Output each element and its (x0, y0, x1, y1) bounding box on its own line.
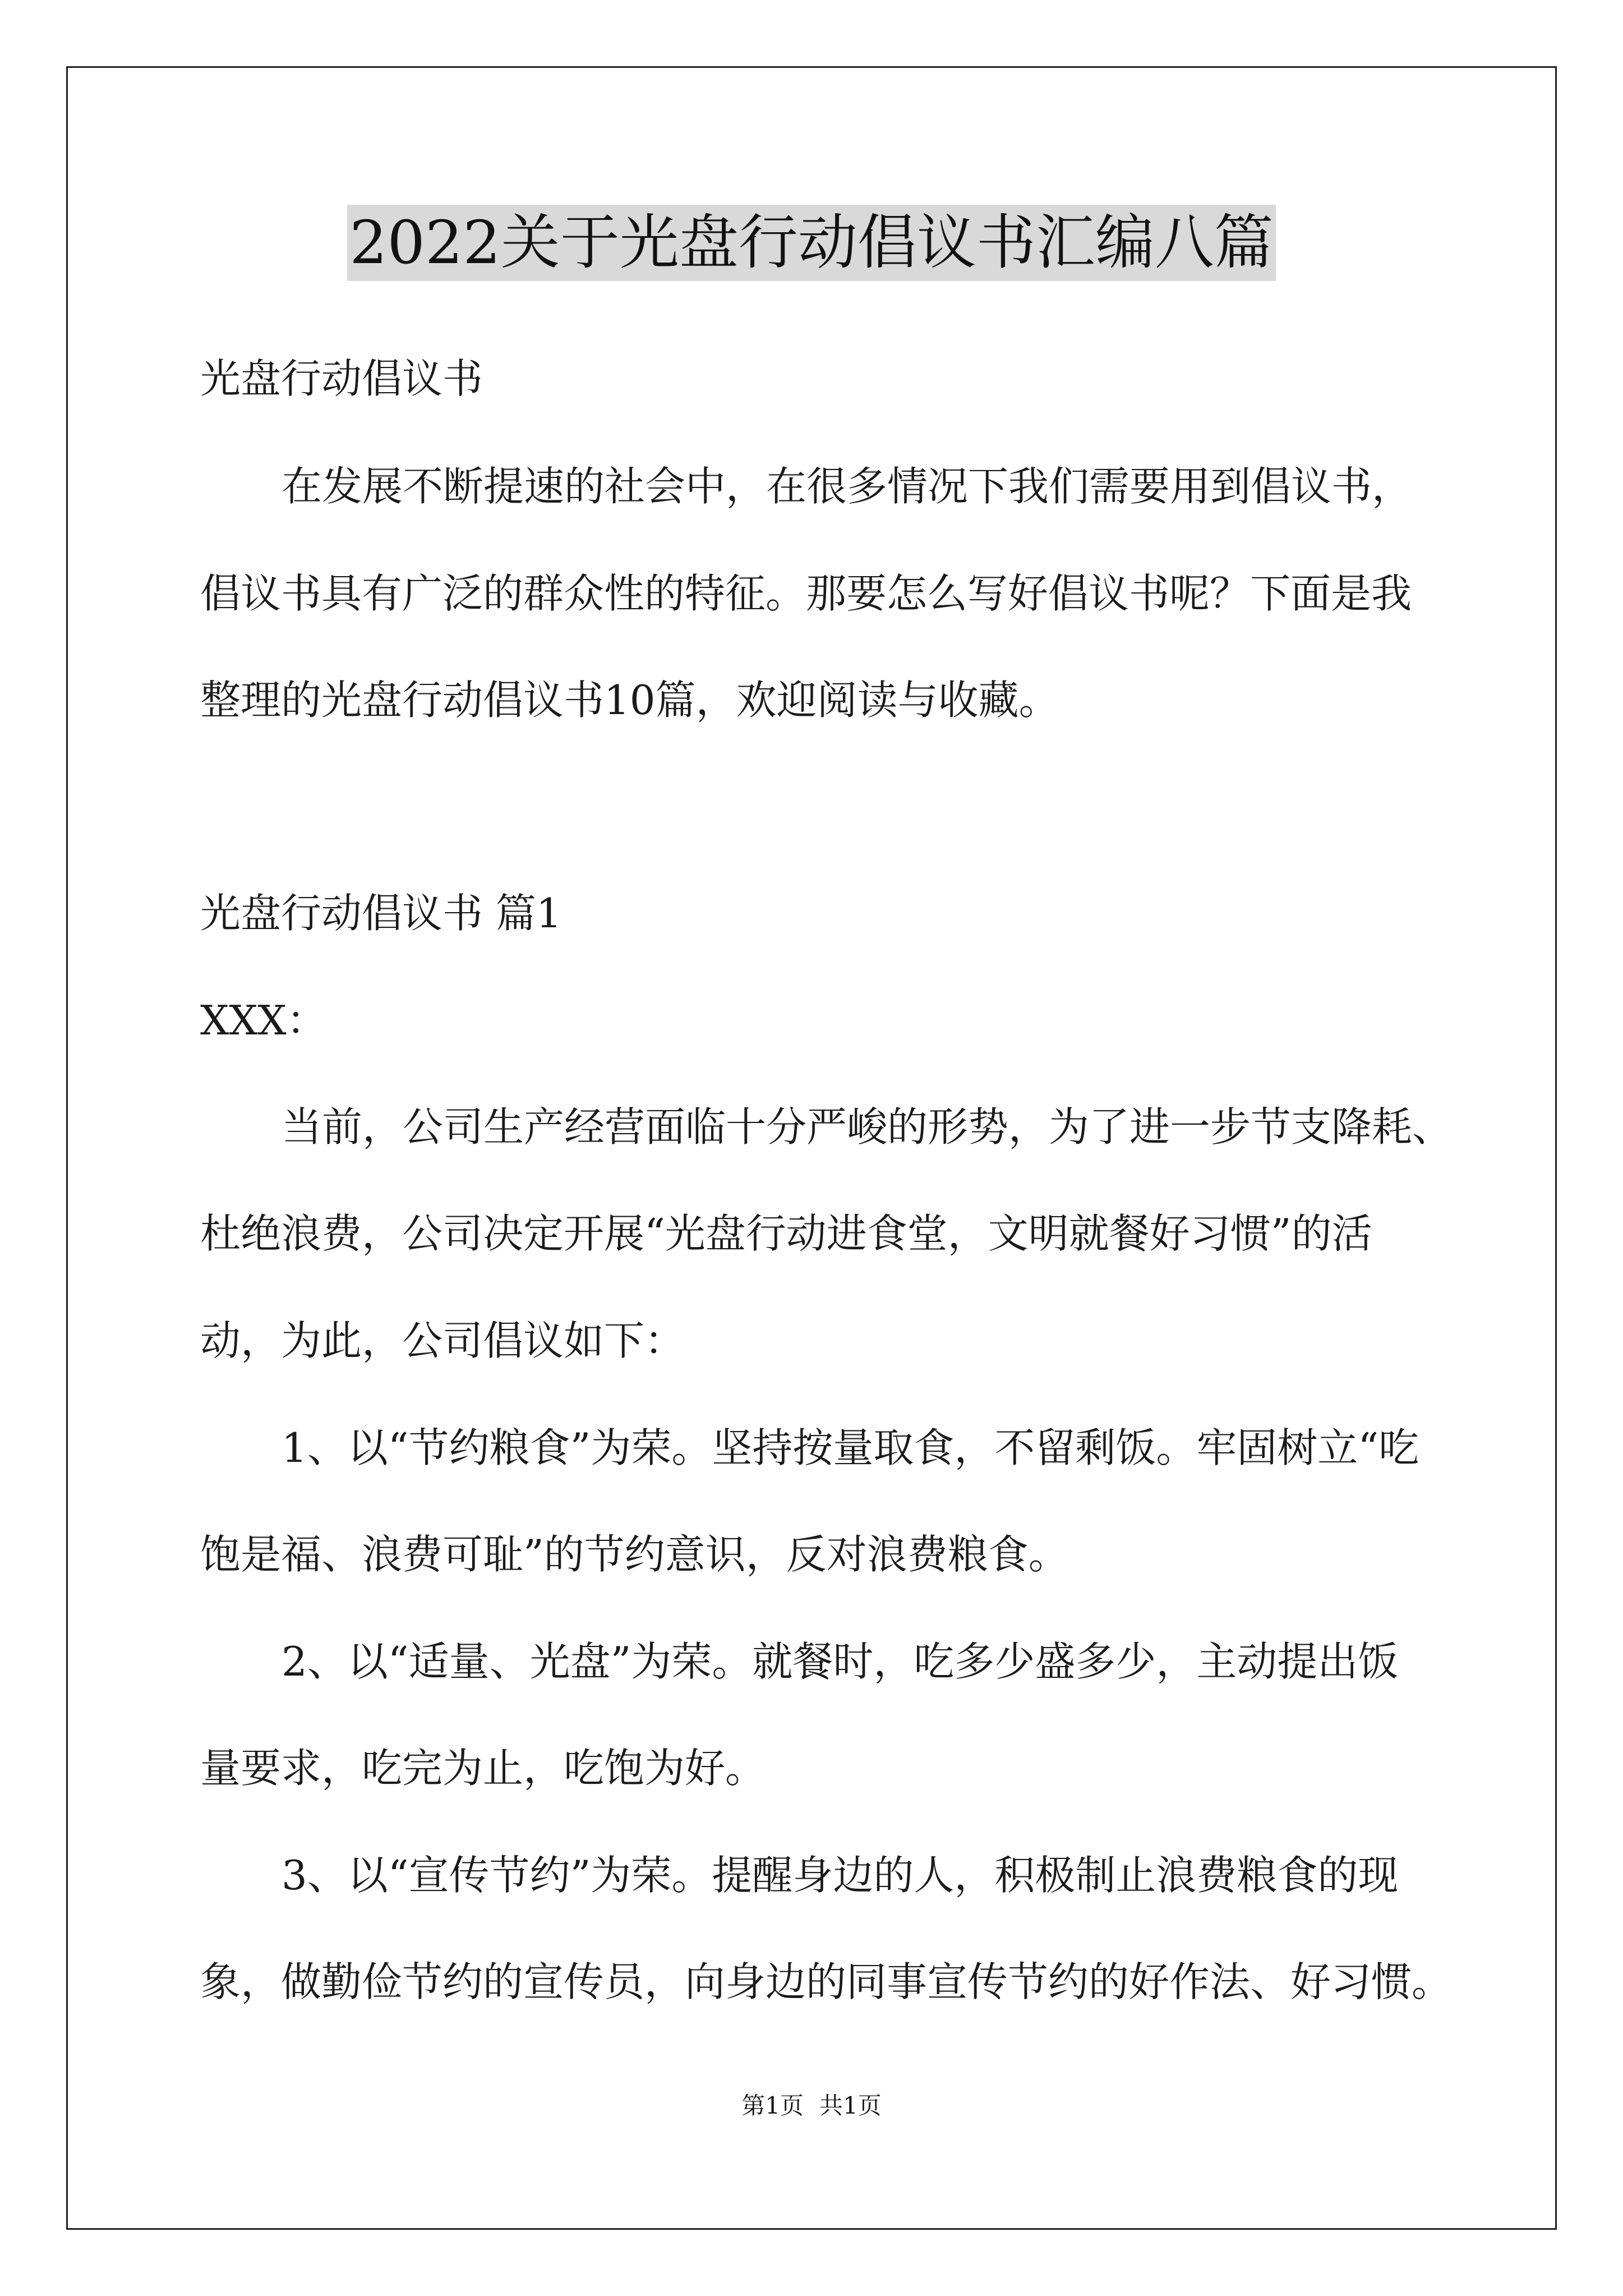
body-line-9: 象，做勤俭节约的宣传员，向身边的同事宣传节约的好作法、好习惯。 (200, 1958, 1453, 2005)
body-line-7: 量要求，吃完为止，吃饱为好。 (200, 1745, 766, 1792)
section-heading: 光盘行动倡议书 篇1 (200, 890, 562, 937)
body-line-6: 2、以“适量、光盘”为荣。就餐时，吃多少盛多少，主动提出饭 (282, 1638, 1399, 1685)
intro-line-3: 整理的光盘行动倡议书10篇，欢迎阅读与收藏。 (200, 677, 1059, 724)
body-line-4: 1、以“节约粮食”为荣。坚持按量取食，不留剩饭。牢固树立“吃 (282, 1424, 1419, 1471)
body-line-3: 动，为此，公司倡议如下： (200, 1317, 685, 1364)
document-title: 2022关于光盘行动倡议书汇编八篇 (347, 205, 1276, 281)
body-line-5: 饱是福、浪费可耻”的节约意识，反对浪费粮食。 (200, 1531, 1069, 1578)
intro-line-1: 在发展不断提速的社会中，在很多情况下我们需要用到倡议书， (282, 463, 1413, 510)
page-number: 第1页 (741, 2092, 804, 2119)
page-total: 共1页 (819, 2092, 882, 2119)
body-line-8: 3、以“宣传节约”为荣。提醒身边的人，积极制止浪费粮食的现 (282, 1852, 1399, 1899)
doc-heading: 光盘行动倡议书 (200, 355, 483, 402)
body-line-2: 杜绝浪费，公司决定开展“光盘行动进食堂，文明就餐好习惯”的活 (200, 1210, 1372, 1257)
title-container (0, 205, 1623, 281)
page-footer (0, 2090, 1623, 2122)
salutation: XXX： (200, 997, 327, 1044)
body-line-1: 当前，公司生产经营面临十分严峻的形势，为了进一步节支降耗、 (282, 1103, 1453, 1151)
intro-line-2: 倡议书具有广泛的群众性的特征。那要怎么写好倡议书呢？下面是我 (200, 570, 1412, 617)
